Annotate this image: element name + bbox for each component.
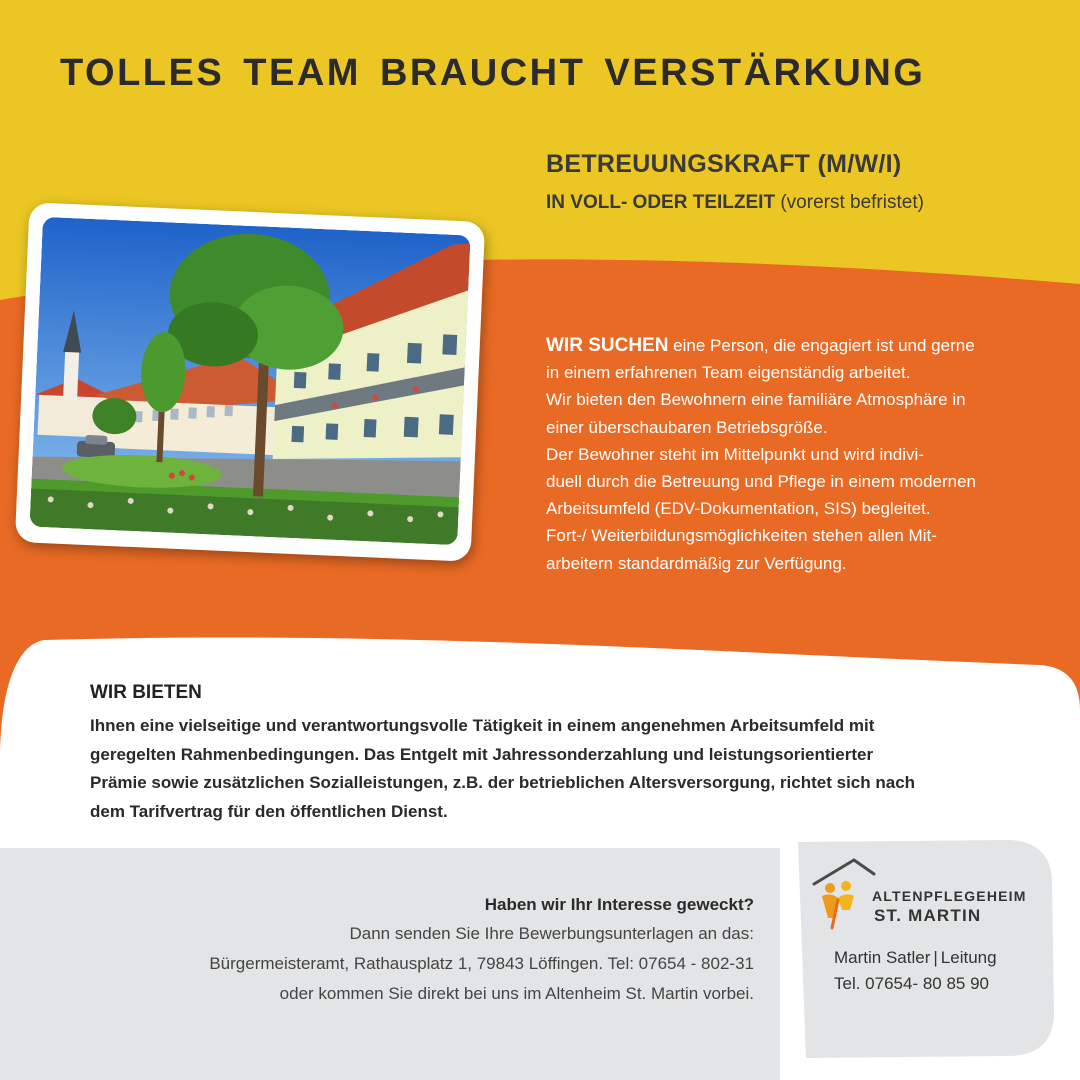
search-line: einer überschaubaren Betriebsgröße. — [546, 417, 828, 437]
house-logo-icon — [812, 858, 876, 934]
contact-person-phone: Tel. 07654- 80 85 90 — [834, 974, 990, 993]
contact-person-separator: | — [933, 948, 938, 967]
page-title: TOLLES TEAM BRAUCHT VERSTÄRKUNG — [60, 52, 926, 94]
offer-heading: WIR BIETEN — [90, 682, 202, 703]
offer-line: Ihnen eine vielseitige und verantwortungsvolle Tätigkeit in einem angenehmen Arbeitsumfeld mit — [90, 716, 875, 735]
contact-person-name: Martin Satler — [834, 948, 931, 967]
building-photo — [29, 217, 470, 545]
contact-person-role: Leitung — [940, 948, 997, 967]
search-line: Arbeitsumfeld (EDV-Dokumentation, SIS) begleitet. — [546, 499, 931, 519]
contact-person — [834, 945, 997, 997]
search-line: in einem erfahrenen Team eigenständig arbeitet. — [546, 363, 911, 383]
job-subtitle — [546, 192, 924, 214]
search-line: duell durch die Betreuung und Pflege in einem modernen — [546, 472, 977, 492]
logo-name-line2: ST. MARTIN — [874, 906, 982, 925]
job-subtitle-text: IN VOLL- ODER TEILZEIT — [546, 192, 776, 213]
search-line-text: eine Person, die engagiert ist und gerne — [668, 336, 975, 355]
logo-name-line1: ALTENPFLEGEHEIM — [872, 888, 1027, 904]
offer-line: Prämie sowie zusätzlichen Sozialleistungen, z.B. der betrieblichen Altersversorgung, richtet sich nach — [90, 773, 916, 792]
photo-frame — [15, 202, 485, 562]
contact-line: oder kommen Sie direkt bei uns im Altenheim St. Martin vorbei. — [279, 984, 754, 1003]
contact-line: Dann senden Sie Ihre Bewerbungsunterlagen an das: — [349, 924, 754, 943]
search-description — [546, 332, 1056, 577]
offer-line: dem Tarifvertrag für den öffentlichen Dienst. — [90, 801, 448, 821]
job-note: (vorerst befristet) — [780, 192, 924, 213]
search-line: Der Bewohner steht im Mittelpunkt und wird indivi- — [546, 444, 924, 464]
job-title: BETREUUNGSKRAFT (M/W/I) — [546, 150, 902, 178]
building-illustration — [29, 217, 470, 545]
offer-description — [90, 712, 1030, 826]
search-line — [546, 332, 1056, 359]
offer-line: geregelten Rahmenbedingungen. Das Entgelt mit Jahressonderzahlung und leistungsorientierter — [90, 744, 874, 764]
search-lead: WIR SUCHEN — [546, 335, 669, 356]
contact-person-line — [834, 945, 997, 971]
search-line: Fort-/ Weiterbildungsmöglichkeiten stehen allen Mit- — [546, 526, 937, 546]
contact-address: Bürgermeisteramt, Rathausplatz 1, 79843 Löffingen. Tel: 07654 - 802-31 — [209, 954, 754, 973]
search-line: Wir bieten den Bewohnern eine familiäre Atmosphäre in — [546, 390, 966, 410]
contact-heading: Haben wir Ihr Interesse geweckt? — [484, 895, 754, 914]
contact-info — [209, 891, 754, 1009]
search-line: arbeitern standardmäßig zur Verfügung. — [546, 553, 847, 573]
